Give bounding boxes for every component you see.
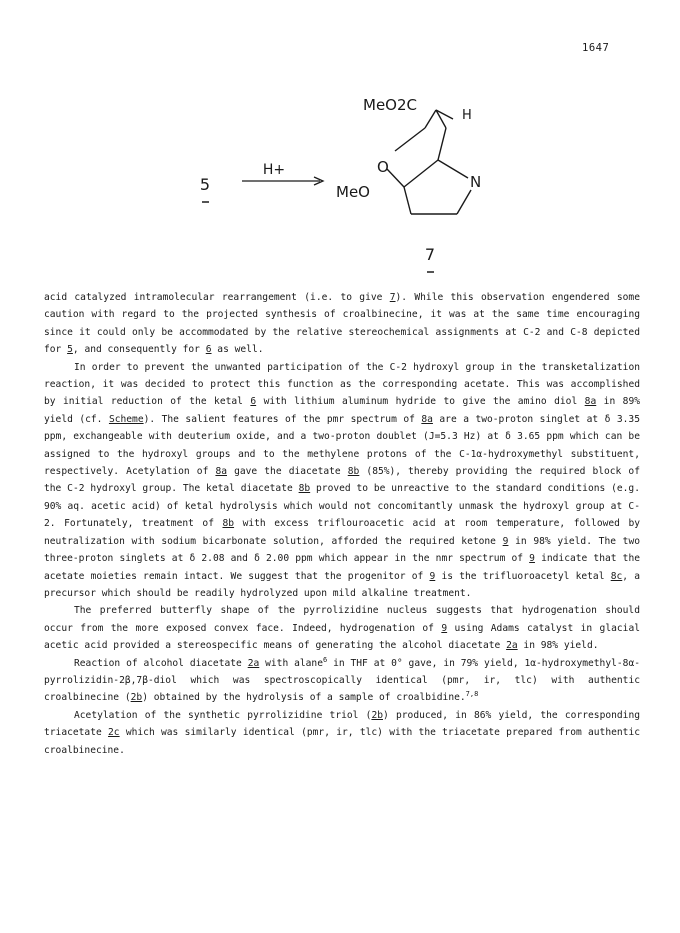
compound-ref: 2b: [130, 692, 143, 704]
ring-nitrogen: N: [470, 173, 482, 191]
methoxy-group: MeO: [336, 183, 370, 201]
compound-ref: 8a: [584, 396, 597, 408]
compound-ref: 8a: [215, 466, 227, 478]
compound-ref: 5: [67, 344, 73, 356]
compound-ref: 6: [250, 396, 257, 408]
compound-ref: 8a: [421, 413, 433, 425]
bridge-hydrogen: H: [462, 108, 472, 123]
compound-ref: 2a: [506, 640, 518, 652]
product-label: 7: [424, 245, 436, 264]
compound-ref: 2c: [108, 727, 120, 739]
citation-ref: 7,8: [465, 690, 479, 699]
compound-ref: 8c: [610, 570, 623, 582]
product-skeleton: [387, 110, 471, 214]
compound-ref: 8b: [222, 518, 235, 530]
paragraph: Acetylation of the synthetic pyrrolizidine triol (2b) produced, in 86% yield, the corresponding triacetate 2c which was similarly identical (pmr, ir, tlc) with the triacetate prepared from authentic croalbinecine.: [44, 709, 640, 756]
compound-ref: 9: [502, 535, 509, 547]
paragraph: The preferred butterfly shape of the pyrrolizidine nucleus suggests that hydrogenation should occur from the more exposed convex face. Indeed, hydrogenation of 9 using Adams catalyst in glacial acetic acid provided a stereospecific means of generating the alcohol diacetate 2a in 98% yield.: [44, 605, 640, 652]
reaction-scheme: [0, 0, 680, 285]
paragraph: In order to prevent the unwanted participation of the C-2 hydroxyl group in the transketalization reaction, it was decided to protect this function as the corresponding acetate. This was accomplished by initial reduction of the ketal 6 with lithium aluminum hydride to give the amino diol 8a in 89% yield (cf. Scheme). The salient features of the pmr spectrum of 8a are a two-proton singlet at δ 3.35 ppm, exchangeable with deuterium oxide, and a two-proton doublet (J=5.3 Hz) at δ 3.65 ppm which can be assigned to the hydroxyl groups and to the methylene protons of the C-1α-hydroxymethyl substituent, respectively. Acetylation of 8a gave the diacetate 8b (85%), thereby providing the required block of the C-2 hydroxyl group. The ketal diacetate 8b proved to be unreactive to the standard conditions (e.g. 90% aq. acetic acid) of ketal hydrolysis which would not concomitantly unmask the hydroxyl group at C-2. Fortunately, treatment of 8b with excess triflouroacetic acid at room temperature, followed by neutralization with sodium bicarbonate solution, afforded the required ketone 9 in 98% yield. The two three-proton singlets at δ 2.08 and δ 2.00 ppm which appear in the nmr spectrum of 9 indicate that the acetate moieties remain intact. We suggest that the progenitor of 9 is the trifluoroacetyl ketal 8c, a precursor which should be readily hydrolyzed upon mild alkaline treatment.: [44, 361, 641, 599]
ring-oxygen: O: [377, 158, 389, 176]
page-number: 1647: [582, 42, 610, 54]
compound-ref: 9: [529, 553, 535, 565]
compound-ref: 9: [429, 570, 436, 582]
compound-ref: 2b: [371, 709, 383, 721]
compound-ref: 8b: [298, 483, 311, 495]
reactant-label: 5: [199, 175, 211, 194]
compound-ref: Scheme: [108, 413, 144, 425]
compound-ref: 2a: [247, 657, 260, 669]
reagent-label: H+: [262, 162, 286, 178]
paragraph: Reaction of alcohol diacetate 2a with alane$^6$ in THF at 0° gave, in 79% yield, 1α-hydroxymethyl-8α-pyrrolizidin-2β,7β-diol which was spectroscopically identical (pmr, ir, tlc) with authentic croalbinecine (2b) obtained by the hydrolysis of a sample of croalbidine.$^{7,8}$: [44, 655, 640, 704]
compound-ref: 9: [441, 622, 448, 634]
ester-group: MeO2C: [363, 96, 417, 114]
article-body: [44, 289, 640, 759]
compound-ref: 7: [389, 292, 396, 303]
paragraph: acid catalyzed intramolecular rearrangement (i.e. to give 7). While this observation engendered some caution with regard to the projected synthesis of croalbinecine, it was at the same time encouraging since it could only be accommodated by the relative stereochemical assignments at C-2 and C-8 depicted for 5, and consequently for 6 as well.: [44, 292, 640, 356]
compound-ref: 6: [205, 344, 212, 356]
citation-ref: 6: [322, 655, 328, 664]
compound-ref: 8b: [347, 466, 360, 478]
